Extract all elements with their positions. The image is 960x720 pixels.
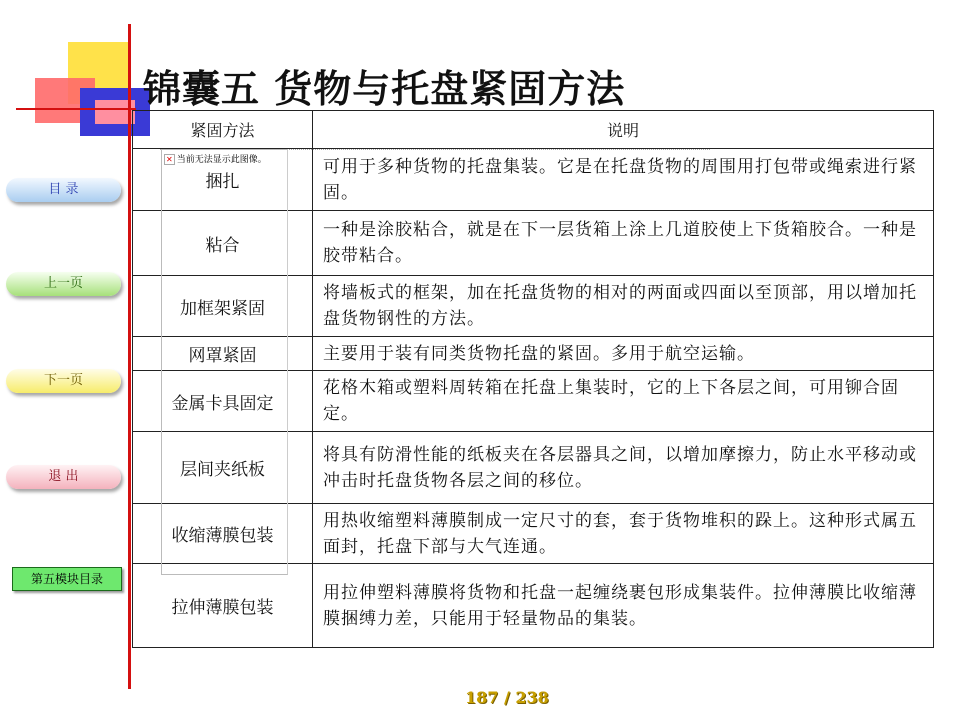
- method-cell: 粘合: [133, 211, 313, 276]
- method-cell: 收缩薄膜包装: [133, 504, 313, 564]
- menu-button[interactable]: 目 录: [6, 178, 121, 202]
- header-method: 紧固方法: [133, 111, 313, 149]
- description-cell: 主要用于装有同类货物托盘的紧固。多用于航空运输。: [313, 337, 934, 371]
- description-cell: 可用于多种货物的托盘集装。它是在托盘货物的周围用打包带或绳索进行紧固。: [313, 149, 934, 211]
- method-cell: 层间夹纸板: [133, 432, 313, 504]
- broken-image-icon: ✕: [166, 155, 173, 164]
- method-cell: 拉伸薄膜包装: [133, 564, 313, 648]
- broken-image-placeholder: [161, 149, 288, 575]
- slide-title: 锦囊五 货物与托盘紧固方法: [143, 66, 626, 111]
- table-row: [133, 564, 934, 648]
- description-cell: 将墙板式的框架，加在托盘货物的相对的两面或四面以至顶部，用以增加托盘货物钢性的方法。: [313, 276, 934, 337]
- module-menu-button[interactable]: 第五模块目录: [12, 567, 122, 591]
- decor-vertical-line: [128, 24, 131, 689]
- description-cell: 用拉伸塑料薄膜将货物和托盘一起缠绕裹包形成集装件。拉伸薄膜比收缩薄膜捆缚力差，只能用于轻量物品的集装。: [313, 564, 934, 648]
- next-page-button[interactable]: 下一页: [6, 369, 121, 393]
- page-current: 187: [465, 688, 499, 707]
- page-separator: /: [498, 688, 516, 707]
- description-cell: 一种是涂胶粘合，就是在下一层货箱上涂上几道胶使上下货箱胶合。一种是胶带粘合。: [313, 211, 934, 276]
- exit-button[interactable]: 退 出: [6, 465, 121, 489]
- decor-horizontal-line: [16, 108, 136, 110]
- description-cell: 花格木箱或塑料周转箱在托盘上集装时，它的上下各层之间，可用铆合固定。: [313, 371, 934, 432]
- header-description: 说明: [313, 111, 934, 149]
- method-cell: 捆扎: [133, 149, 313, 211]
- method-cell: 加框架紧固: [133, 276, 313, 337]
- method-cell: 网罩紧固: [133, 337, 313, 371]
- prev-page-button[interactable]: 上一页: [6, 272, 121, 296]
- description-cell: 用热收缩塑料薄膜制成一定尺寸的套，套于货物堆积的跺上。这种形式属五面封，托盘下部与大气连通。: [313, 504, 934, 564]
- page-number: [465, 688, 549, 707]
- broken-image-label: [164, 152, 267, 165]
- description-cell: 将具有防滑性能的纸板夹在各层器具之间，以增加摩擦力，防止水平移动或冲击时托盘货物各层之间的移位。: [313, 432, 934, 504]
- table-header-row: [133, 111, 934, 149]
- method-cell: 金属卡具固定: [133, 371, 313, 432]
- broken-image-text: 当前无法显示此图像。: [176, 155, 267, 165]
- page-total: 238: [515, 688, 549, 707]
